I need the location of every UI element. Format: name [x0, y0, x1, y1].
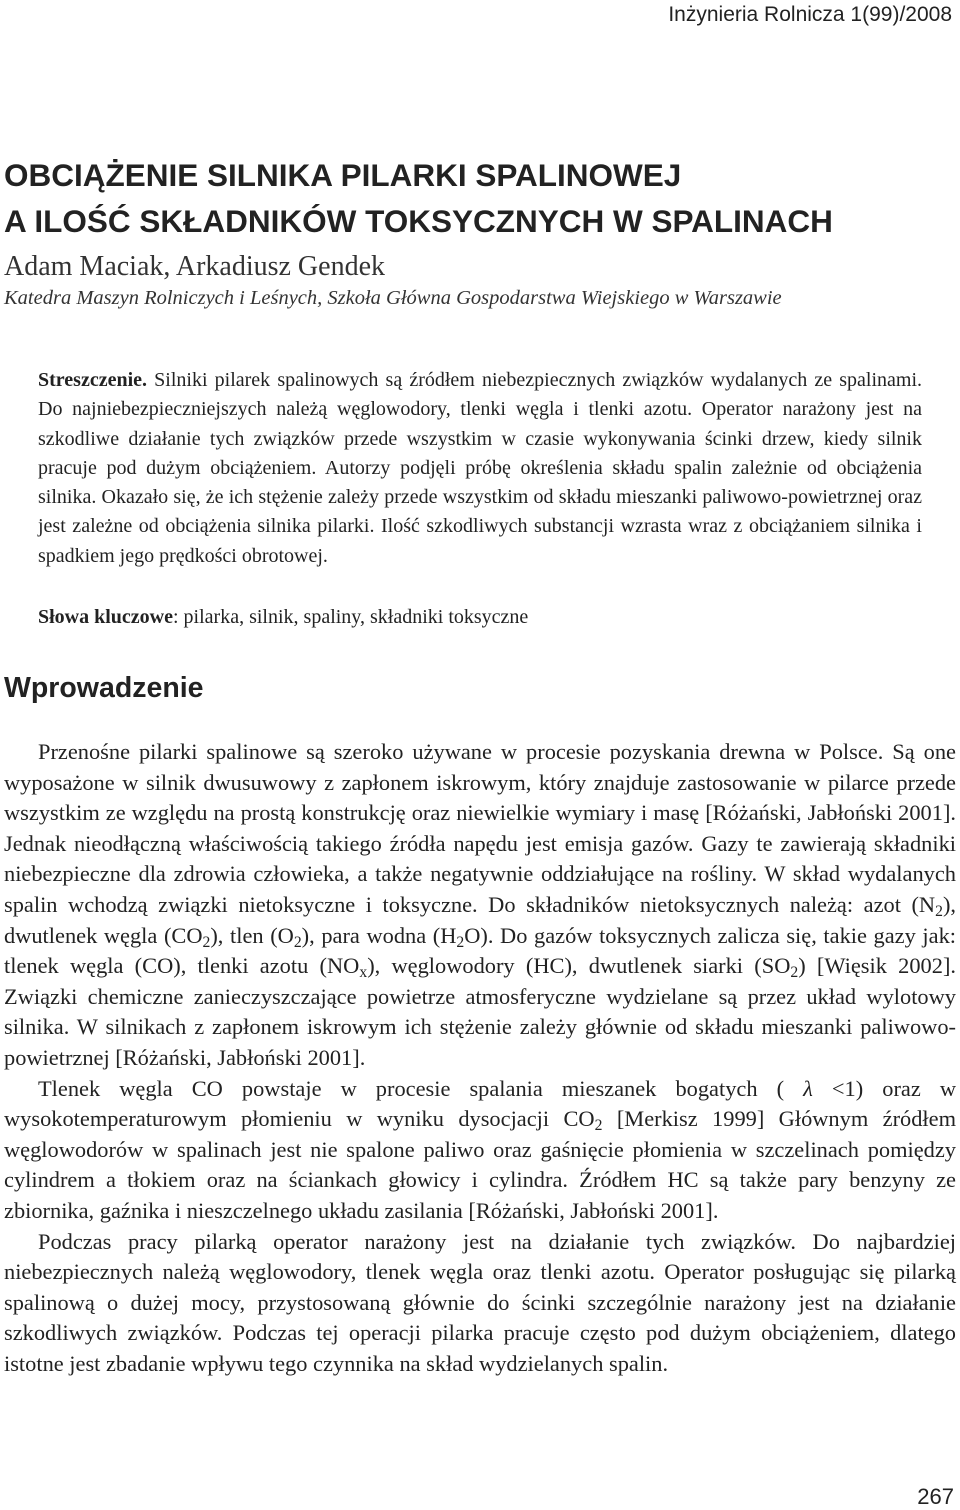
article-title: [4, 152, 954, 244]
abstract-text: Silniki pilarek spalinowych są źródłem niebezpiecznych związków wydalanych ze spalinami. Do najniebezpieczniejszych należą węglowodory, tlenki węgla i tlenki azotu. Operator narażony jest na szkodliwe działanie tych związków przede wszystkim w czasie wykonywania ścinki drzew, kiedy silnik pracuje pod dużym obciążeniem. Autorzy podjęli próbę określenia składu spalin zależnie od obciążenia silnika. Okazało się, że ich stężenie zależy przede wszystkim od składu mieszanki paliwowo-powietrznej oraz jest zależne od obciążenia silnika pilarki. Ilość szkodliwych substancji wzrasta wraz z obciążaniem silnika i spadkiem jego prędkości obrotowej.: [38, 369, 922, 567]
journal-header: Inżynieria Rolnicza 1(99)/2008: [668, 3, 952, 26]
p1-sub-5: x: [359, 964, 368, 982]
p1-text-g: ) [Więsik 2002]. Związki chemiczne zanieczyszczające powietrze atmosferyczne wydzielane są przez układ wylotowy silnika. W silnikach z zapłonem iskrowym ich stężenie zależy głównie od składu mieszanki paliwowo-powietrznej [Różański, Jabłoński 2001].: [4, 953, 956, 1070]
body-paragraph-2: [4, 1074, 956, 1227]
page-number: 267: [917, 1484, 954, 1509]
p1-sub-1: 2: [935, 902, 943, 920]
body-paragraph-3: Podczas pracy pilarką operator narażony jest na działanie tych związków. Do najbardziej niebezpiecznych należą węglowodory, tlenek węgla oraz tlenki azotu. Operator posługując się pilarką spalinową o dużej mocy, przystosowaną głównie do ścinki szczególnie narażony jest na działanie szkodliwych związków. Podczas tej operacji pilarka pracuje często pod dużym obciążeniem, dlatego istotne jest zbadanie wpływu tego czynnika na skład wydzielanych spalin.: [4, 1228, 956, 1376]
article-title-line-2: A ILOŚĆ SKŁADNIKÓW TOKSYCZNYCH W SPALINACH: [4, 203, 833, 239]
keywords-label: Słowa kluczowe: [38, 606, 173, 628]
abstract-label: Streszczenie.: [38, 369, 148, 391]
section-body: [4, 737, 956, 1379]
keywords-text: : pilarka, silnik, spaliny, składniki toksyczne: [173, 606, 529, 628]
p1-sub-6: 2: [790, 964, 799, 982]
p1-text-f: ), węglowodory (HC), dwutlenek siarki (SO: [367, 953, 791, 979]
p2-sub-1: 2: [594, 1117, 603, 1135]
p1-text-a: Przenośne pilarki spalinowe są szeroko używane w procesie pozyskania drewna w Polsce. Są one wyposażone w silnik dwusuwowy z zapłonem iskrowym, który znajduje zastosowanie w pilarce przede wszystkim ze względu na prostą konstrukcję oraz niewielkie wymiary i masę [Różański, Jabłoński 2001]. Jednak nieodłączną właściwością takiego źródła napędu jest emisja gazów. Gazy te zawierają składniki niebezpieczne dla zdrowia człowieka, a także negatywnie oddziałujące na rośliny. W skład wydalanych spalin wchodzą związki nietoksyczne i toksyczne. Do składników nietoksycznych należą: azot (N: [4, 739, 956, 917]
p1-text-c: ), tlen (O: [210, 922, 294, 948]
keywords: [38, 603, 922, 632]
section-heading: Wprowadzenie: [4, 672, 204, 704]
abstract: [38, 366, 922, 571]
lambda-symbol: λ: [803, 1075, 813, 1101]
p1-sub-4: 2: [456, 933, 465, 951]
p1-text-e: O). Do gazów toksycznych zalicza się, takie gazy jak: tlenek węgla (CO), tlenki azotu (NO: [4, 922, 956, 979]
p2-text-b: <1) oraz w wysokotemperaturowym płomieniu w wyniku dysocjacji CO: [4, 1075, 957, 1132]
p2-text-a: Tlenek węgla CO powstaje w procesie spalania mieszanek bogatych (: [38, 1075, 785, 1101]
affiliation: Katedra Maszyn Rolniczych i Leśnych, Szkoła Główna Gospodarstwa Wiejskiego w Warszawie: [4, 287, 782, 309]
article-title-line-1: OBCIĄŻENIE SILNIKA PILARKI SPALINOWEJ: [4, 157, 682, 193]
p1-text-d: ), para wodna (H: [301, 922, 457, 948]
authors: Adam Maciak, Arkadiusz Gendek: [4, 251, 385, 282]
p2-text-c: [Merkisz 1999] Głównym źródłem węglowodorów w spalinach jest nie spalone paliwo oraz gaśnięcie płomienia w szczelinach pomiędzy cylindrem a tłokiem oraz na ściankach głowicy i cylindra. Źródłem HC są także pary benzyny ze zbiornika, gaźnika i nieszczelnego układu zasilania [Różański, Jabłoński 2001].: [4, 1106, 956, 1223]
body-paragraph-1: [4, 737, 956, 1074]
p1-sub-3: 2: [293, 933, 302, 951]
p1-text-b: ), dwutlenek węgla (CO: [4, 891, 956, 948]
p1-sub-2: 2: [202, 933, 211, 951]
